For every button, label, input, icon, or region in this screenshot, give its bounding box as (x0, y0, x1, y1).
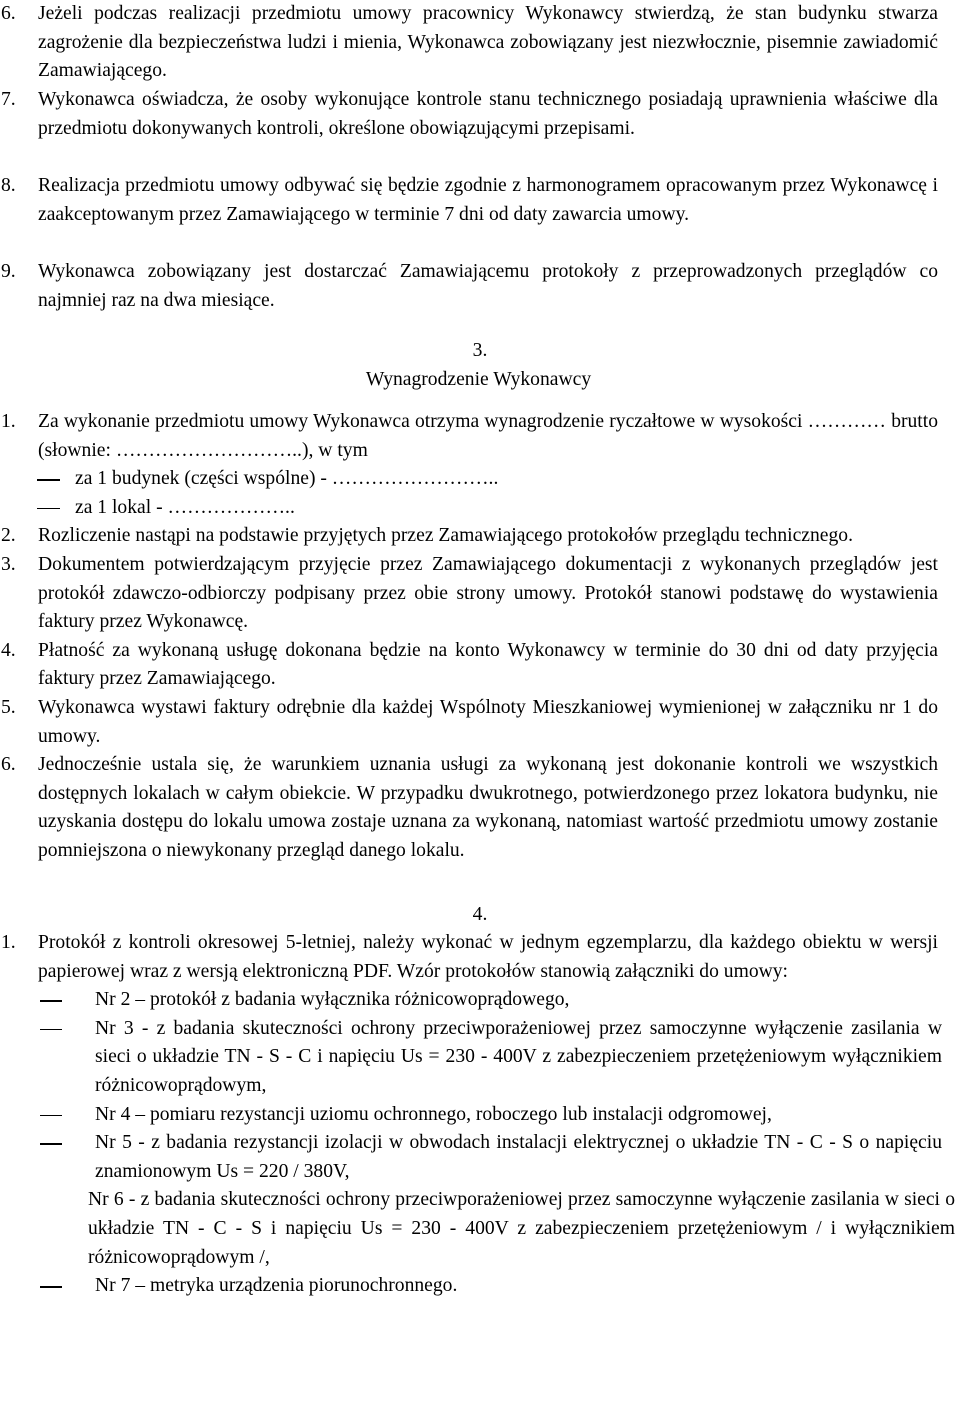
list-item (0, 929, 938, 986)
list-item (0, 86, 938, 172)
protocol-item-text: Nr 7 – metryka urządzenia piorunochronnego. (95, 1275, 458, 1297)
list-item (0, 0, 938, 86)
dash-list (37, 465, 938, 522)
dash-bullet (0, 1272, 95, 1301)
section-4-items (0, 929, 960, 1301)
protocol-list (0, 986, 942, 1186)
section-number: 3. (472, 340, 488, 361)
section-3-items (0, 408, 960, 865)
dash-bullet (0, 1101, 95, 1130)
item-text: Wykonawca oświadcza, że osoby wykonujące kontrole stanu technicznego posiadają uprawnienia właściwe dla przedmiotu dokonywanych kontroli, określone obowiązującymi przepisami. (38, 89, 938, 139)
item-text: Wykonawca wystawi faktury odrębnie dla każdej Wspólnoty Mieszkaniowej wymienionej w załączniku nr 1 do umowy. (38, 696, 938, 747)
list-item (0, 751, 938, 865)
dash-bullet (0, 1129, 95, 1186)
item-number: 1. (1, 932, 16, 954)
item-text: Wykonawca zobowiązany jest dostarczać Zamawiającemu protokoły z przeprowadzonych przeglądów co najmniej raz na dwa miesiące. (38, 261, 938, 311)
protocol-item-text: Nr 3 - z badania skuteczności ochrony przeciwporażeniowej przez samoczynne wyłączenie zasilania w sieci o układzie TN - S - C i napięciu Us = 230 - 400V z zabezpieczeniem przetężeniowym wyłącznikiem różnicowoprądowym, (95, 1017, 942, 1097)
item-text: Protokół z kontroli okresowej 5-letniej, należy wykonać w jednym egzemplarzu, dla każdego obiektu w wersji papierowej wraz z wersją elektroniczną PDF. Wzór protokołów stanowią załączniki do umowy: (38, 932, 938, 982)
dash-item-text: za 1 budynek (części wspólne) - …………………….. (75, 468, 499, 490)
item-text: Jednocześnie ustala się, że warunkiem uznania usługi za wykonaną jest dokonanie kontroli we wszystkich dostępnych lokalach w całym obiekcie. W przypadku dwukrotnego, potwierdzonego przez lokatora budynku, nie uzyskania dostępu do lokalu umowa zostaje uznana za wykonaną, natomiast wartość przedmiotu umowy zostanie pomniejszona o niewykonany przegląd danego lokalu. (38, 754, 938, 861)
list-item (0, 172, 938, 258)
list-item (0, 694, 938, 751)
protocol-list-item (0, 1015, 942, 1101)
protocol-item-text: Nr 4 – pomiaru rezystancji uziomu ochronnego, roboczego lub instalacji odgromowej, (95, 1103, 772, 1125)
item-text: Za wykonanie przedmiotu umowy Wykonawca otrzyma wynagrodzenie ryczałtowe w wysokości ………… brutto (słownie: ………………………..), w tym (38, 411, 938, 461)
item-number: 7. (1, 89, 16, 110)
list-item (0, 408, 938, 465)
list-item (0, 522, 938, 551)
protocol-list-item (0, 986, 942, 1015)
item-number: 5. (1, 696, 16, 718)
dash-bullet (0, 1015, 95, 1101)
protocol-item-nr6: Nr 6 - z badania skuteczności ochrony przeciwporażeniowej przez samoczynne wyłączenie zasilania w sieci o układzie TN - C - S i napięciu Us = 230 - 400V z zabezpieczeniem przetężeniowym / i wyłącznikiem różnicowoprądowym /, (88, 1189, 955, 1268)
item-number: 3. (1, 553, 16, 575)
dash-list-item (37, 494, 938, 523)
section-3-heading (0, 337, 960, 394)
section-title: Wynagrodzenie Wykonawcy (365, 368, 592, 390)
dash-bullet (37, 465, 75, 494)
protocol-list (0, 1272, 942, 1301)
item-text: Realizacja przedmiotu umowy odbywać się będzie zgodnie z harmonogramem opracowanym przez Wykonawcę i zaakceptowanym przez Zamawiającego w terminie 7 dni od daty zawarcia umowy. (38, 175, 938, 225)
dash-list-item (37, 465, 938, 494)
protocol-list-item (0, 1129, 942, 1186)
item-number: 6. (1, 754, 16, 776)
list-item (0, 551, 938, 637)
item-text: Płatność za wykonaną usługę dokonana będzie na konto Wykonawcy w terminie do 30 dni od daty przyjęcia faktury przez Zamawiającego. (38, 639, 938, 690)
list-item (0, 258, 938, 316)
list-item (0, 637, 938, 694)
item-number: 1. (1, 411, 16, 433)
protocol-list-item (0, 1101, 942, 1130)
dash-bullet (37, 494, 75, 523)
dash-bullet (0, 986, 95, 1015)
item-number: 6. (1, 3, 16, 24)
protocol-item-text: Nr 5 - z badania rezystancji izolacji w obwodach instalacji elektrycznej o układzie TN - C - S o napięciu znamionowym Us = 220 / 380V, (95, 1132, 942, 1182)
item-number: 2. (1, 525, 16, 547)
item-number: 4. (1, 639, 16, 661)
item-number: 8. (1, 175, 16, 196)
item-number: 9. (1, 261, 16, 282)
previous-section-items (0, 0, 960, 316)
protocol-list-item (0, 1272, 942, 1301)
item-text: Dokumentem potwierdzającym przyjęcie przez Zamawiającego dokumentacji z wykonanych przeglądów jest protokół zdawczo-odbiorczy podpisany przez obie strony umowy. Protokół stanowi podstawę do wystawienia faktury przez Wykonawcę. (38, 553, 938, 633)
section-4-heading (0, 901, 960, 930)
protocol-item-text: Nr 2 – protokół z badania wyłącznika różnicowoprądowego, (95, 989, 570, 1011)
item-text: Rozliczenie nastąpi na podstawie przyjętych przez Zamawiającego protokołów przeglądu technicznego. (38, 525, 853, 547)
item-text: Jeżeli podczas realizacji przedmiotu umowy pracownicy Wykonawcy stwierdzą, że stan budynku stwarza zagrożenie dla bezpieczeństwa ludzi i mienia, Wykonawca zobowiązany jest niezwłocznie, pisemnie zawiadomić Zamawiającego. (38, 3, 938, 82)
dash-item-text: za 1 lokal - ……………….. (75, 496, 295, 518)
section-number: 4. (472, 903, 488, 925)
